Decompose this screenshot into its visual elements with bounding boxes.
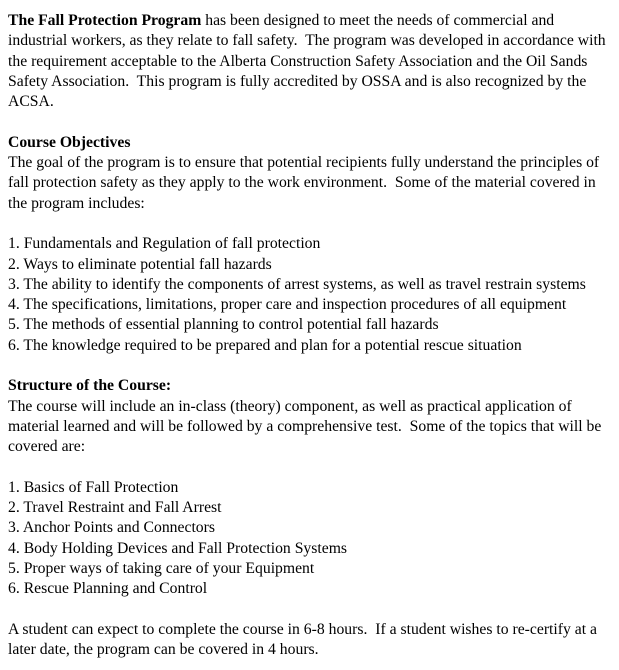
intro-paragraph <box>8 11 613 112</box>
objectives-list <box>8 234 613 356</box>
topics-list <box>8 478 613 600</box>
course-structure-heading: Structure of the Course: <box>8 377 172 395</box>
list-item: 3. Anchor Points and Connectors <box>8 519 215 537</box>
intro-bold-lead: The Fall Protection Program <box>8 12 202 29</box>
list-item: 3. The ability to identify the components of arrest systems, as well as travel restrain systems <box>8 275 586 293</box>
list-item: 1. Fundamentals and Regulation of fall protection <box>8 235 321 253</box>
list-item: 2. Ways to eliminate potential fall hazards <box>8 255 272 273</box>
course-structure-intro: The course will include an in-class (theory) component, as well as practical application of material learned and will be followed by a comprehensive test. Some of the topics that will be covered are: <box>8 397 606 456</box>
list-item: 6. The knowledge required to be prepared and plan for a potential rescue situation <box>8 336 522 354</box>
closing-paragraph: A student can expect to complete the course in 6-8 hours. If a student wishes to re-certify at a later date, the program can be covered in 4 hours. <box>8 620 601 659</box>
list-item: 6. Rescue Planning and Control <box>8 580 208 598</box>
list-item: 4. Body Holding Devices and Fall Protection Systems <box>8 539 347 557</box>
course-structure-section <box>8 376 613 457</box>
course-objectives-section <box>8 133 613 214</box>
list-item: 2. Travel Restraint and Fall Arrest <box>8 499 222 517</box>
list-item: 5. Proper ways of taking care of your Equipment <box>8 560 315 578</box>
intro-paragraph-text: has been designed to meet the needs of commercial and industrial workers, as they relate to fall safety. The program was developed in accordance with the requirement acceptable to the Alberta Construction Safety Association and the Oil Sands Safety Association. This program is fully accredited by OSSA and is also recognized by the ACSA. <box>8 12 610 111</box>
course-objectives-intro: The goal of the program is to ensure that potential recipients fully understand the principles of fall protection safety as they apply to the work environment. Some of the material covered in the program includes: <box>8 154 604 212</box>
list-item: 5. The methods of essential planning to control potential fall hazards <box>8 316 439 334</box>
course-objectives-heading: Course Objectives <box>8 133 131 151</box>
list-item: 4. The specifications, limitations, proper care and inspection procedures of all equipment <box>8 296 567 314</box>
list-item: 1. Basics of Fall Protection <box>8 478 179 496</box>
